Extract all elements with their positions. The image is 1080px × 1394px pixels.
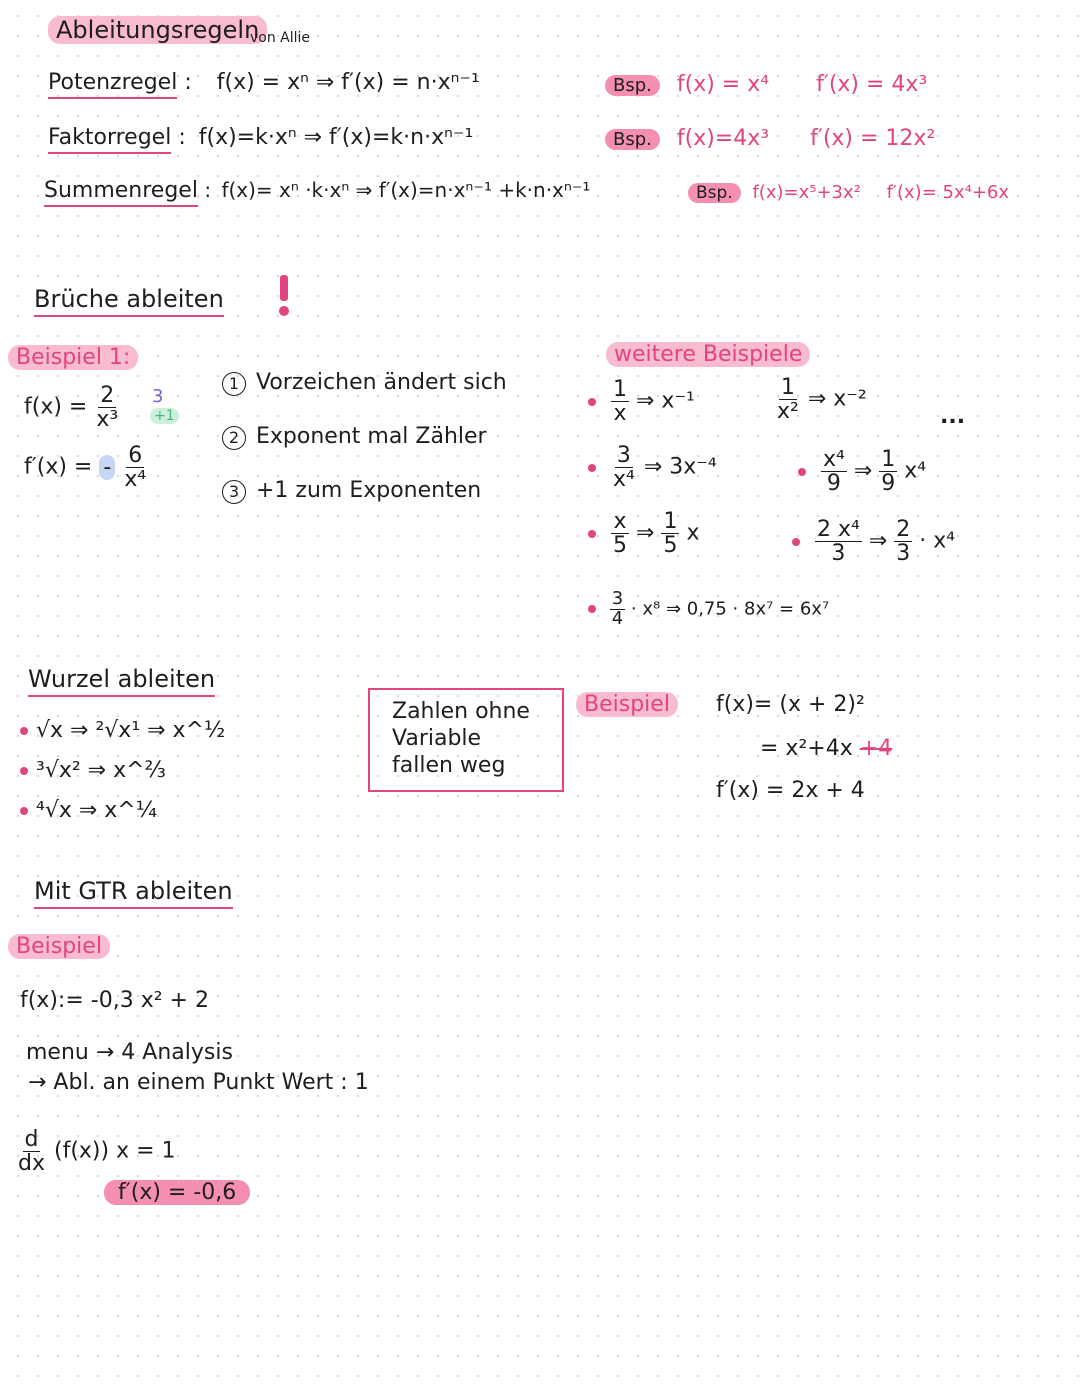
more-examples-label (606, 342, 810, 367)
example-result: ⇒ x⁻² (807, 386, 867, 412)
example-label-text: Beispiel 1: (8, 345, 138, 370)
rule-result: f′(x) = 4x³ (816, 72, 928, 97)
frac-den: x⁴ (613, 467, 635, 493)
rule-sep: : (204, 178, 212, 202)
more-examples-text: weitere Beispiele (606, 342, 810, 367)
frac-num: 3 (611, 588, 624, 609)
rule-formula: f(x)= xⁿ ·k·xⁿ ⇒ f′(x)=n·xⁿ⁻¹ +k·n·xⁿ⁻¹ (221, 178, 591, 202)
derivative-operator (16, 1128, 47, 1175)
root-item-3 (20, 798, 157, 823)
fpx-fraction (122, 444, 148, 491)
frac-num: x⁴ (823, 447, 845, 472)
root-text: ³√x² ⇒ x^⅔ (36, 758, 166, 783)
bsp-badge: Bsp. (605, 75, 660, 96)
fpx-den: x⁴ (124, 467, 147, 493)
step-2 (222, 424, 487, 450)
more-example-1 (588, 378, 695, 425)
gtr-menu: menu → 4 Analysis (26, 1040, 233, 1065)
gtr-result-text: f′(x) = -0,6 (104, 1180, 250, 1205)
fx-label: f(x) = (24, 394, 88, 420)
fraction-example-label (8, 345, 138, 370)
rule-name: Summenregel (44, 178, 198, 207)
example2-label (576, 692, 678, 717)
fraction-fx (24, 384, 120, 431)
frac-num: 1 (613, 377, 627, 402)
gtr-example-label (8, 934, 110, 959)
fx-num: 2 (100, 383, 115, 408)
section-title-roots (28, 665, 215, 693)
fpx-num: 6 (128, 443, 143, 468)
step-text: Vorzeichen ändert sich (256, 370, 507, 395)
root-item-1 (20, 718, 225, 743)
gtr-function: f(x):= -0,3 x² + 2 (20, 988, 209, 1013)
bsp-badge: Bsp. (605, 129, 660, 150)
more-example-6 (792, 518, 955, 565)
frac-den: 9 (826, 471, 841, 497)
result-tail: · x⁴ (919, 528, 956, 554)
step-number: 2 (222, 426, 246, 450)
example-fraction (821, 448, 847, 495)
example-result: ⇒ 3x⁻⁴ (643, 454, 717, 480)
step-text: +1 zum Exponenten (256, 478, 482, 503)
rule-example: f(x)=4x³ (676, 126, 770, 151)
note-line: fallen weg (392, 753, 506, 778)
fpx-sign: - (99, 455, 115, 480)
more-example-4 (798, 448, 926, 495)
exclamation-dot-icon (279, 306, 289, 316)
frac-den: 3 (896, 541, 911, 567)
bullet-icon (588, 605, 596, 613)
exponent-note: 3 (152, 386, 164, 407)
example-fraction (611, 378, 629, 425)
rule-name: Potenzregel (48, 70, 177, 99)
rule-row-faktor (48, 125, 473, 150)
bullet-icon (20, 807, 28, 815)
result-fraction (661, 510, 679, 557)
section-title-fractions (34, 285, 224, 313)
example-fraction (611, 444, 637, 491)
bullet-icon (588, 398, 596, 406)
example2-struck: +4 (859, 736, 893, 761)
fraction-fpx (24, 444, 148, 491)
frac-num: 1 (663, 509, 678, 534)
section-title-gtr (34, 877, 233, 905)
frac-den: 3 (831, 541, 846, 567)
ellipsis: ... (940, 404, 966, 429)
example-fraction (775, 376, 801, 423)
result-tail: x⁴ (904, 458, 927, 484)
example-fraction (611, 510, 629, 557)
bullet-icon (20, 767, 28, 775)
example-result: ⇒ (853, 458, 873, 484)
example-result: · x⁸ ⇒ 0,75 · 8x⁷ = 6x⁷ (630, 598, 830, 620)
bullet-icon (588, 530, 596, 538)
gtr-label-text: Beispiel (8, 934, 110, 959)
bullet-icon (792, 538, 800, 546)
frac-num: 3 (616, 443, 631, 468)
example-fraction (610, 590, 625, 629)
rule-formula: f(x)=k·xⁿ ⇒ f′(x)=k·n·xⁿ⁻¹ (198, 125, 474, 150)
more-example-7 (588, 590, 829, 629)
step-text: Exponent mal Zähler (256, 424, 487, 449)
rule-example: f(x)=x⁵+3x² (752, 182, 861, 203)
frac-num: x (613, 509, 627, 534)
example2-label-text: Beispiel (576, 692, 678, 717)
rule-row-summe (44, 178, 590, 203)
more-example-5 (588, 510, 699, 557)
result-fraction (894, 518, 912, 565)
section-title-text: Wurzel ableiten (28, 665, 215, 697)
rule-result: f′(x)= 5x⁴+6x (886, 182, 1010, 203)
frac-den: 9 (881, 471, 896, 497)
step-number: 3 (222, 480, 246, 504)
page-title (48, 16, 267, 44)
rule-sep: : (178, 125, 186, 150)
page-title-text: Ableitungsregeln (48, 16, 267, 44)
example-result: ⇒ (636, 520, 655, 546)
rule-row-potenz (48, 70, 480, 95)
fx-den: x³ (96, 407, 119, 433)
root-text: √x ⇒ ²√x¹ ⇒ x^½ (36, 718, 226, 743)
frac-num: 2 x⁴ (817, 517, 860, 542)
frac-den: x² (777, 399, 799, 425)
root-text: ⁴√x ⇒ x^¼ (36, 798, 158, 823)
section-title-text: Mit GTR ableiten (34, 877, 233, 909)
frac-num: 1 (780, 375, 795, 400)
example2-line3: f′(x) = 2x + 4 (716, 778, 865, 803)
bullet-icon (798, 468, 806, 476)
rule-name: Faktorregel (48, 125, 171, 154)
fx-fraction (94, 384, 120, 431)
rule-example-potenz (605, 72, 927, 97)
frac-den: dx (18, 1151, 45, 1177)
gtr-derivative (16, 1128, 176, 1175)
step-number: 1 (222, 372, 246, 396)
result-tail: x (686, 520, 700, 546)
bsp-badge: Bsp. (688, 183, 741, 203)
frac-num: 2 (896, 517, 911, 542)
example-fraction (815, 518, 862, 565)
root-item-2 (20, 758, 166, 783)
frac-den: 5 (613, 533, 627, 559)
more-example-3 (588, 444, 717, 491)
gtr-step: → Abl. an einem Punkt Wert : 1 (28, 1070, 369, 1095)
note-box-text (392, 698, 530, 779)
gtr-result (104, 1180, 250, 1205)
example-result: ⇒ x⁻¹ (636, 388, 695, 414)
step-3 (222, 478, 481, 504)
derivative-expr: (f(x)) x = 1 (53, 1138, 176, 1164)
example2-line1: f(x)= (x + 2)² (716, 692, 865, 717)
exclamation-icon (280, 275, 288, 301)
plus-one-note: +1 (150, 408, 179, 424)
step-1 (222, 370, 507, 396)
rule-example: f(x) = x⁴ (676, 72, 770, 97)
fpx-label: f′(x) = (24, 454, 93, 480)
example2-expr: = x²+4x (760, 736, 853, 761)
result-fraction (879, 448, 897, 495)
bullet-icon (20, 727, 28, 735)
frac-den: 5 (663, 533, 678, 559)
section-title-text: Brüche ableiten (34, 285, 224, 317)
bullet-icon (588, 464, 596, 472)
note-line: Variable (392, 726, 482, 751)
frac-num: 1 (881, 447, 896, 472)
author-label: von Allie (250, 30, 311, 46)
rule-result: f′(x) = 12x² (810, 126, 936, 151)
more-example-2 (775, 376, 867, 423)
example-result: ⇒ (868, 528, 888, 554)
frac-den: 4 (611, 607, 624, 629)
note-line: Zahlen ohne (392, 699, 530, 724)
rule-sep: : (184, 70, 192, 95)
example2-line2 (760, 736, 892, 761)
frac-den: x (613, 401, 627, 427)
frac-num: d (24, 1127, 39, 1152)
rule-example-summe (688, 182, 1009, 203)
rule-example-faktor (605, 126, 935, 151)
rule-formula: f(x) = xⁿ ⇒ f′(x) = n·xⁿ⁻¹ (216, 70, 480, 95)
